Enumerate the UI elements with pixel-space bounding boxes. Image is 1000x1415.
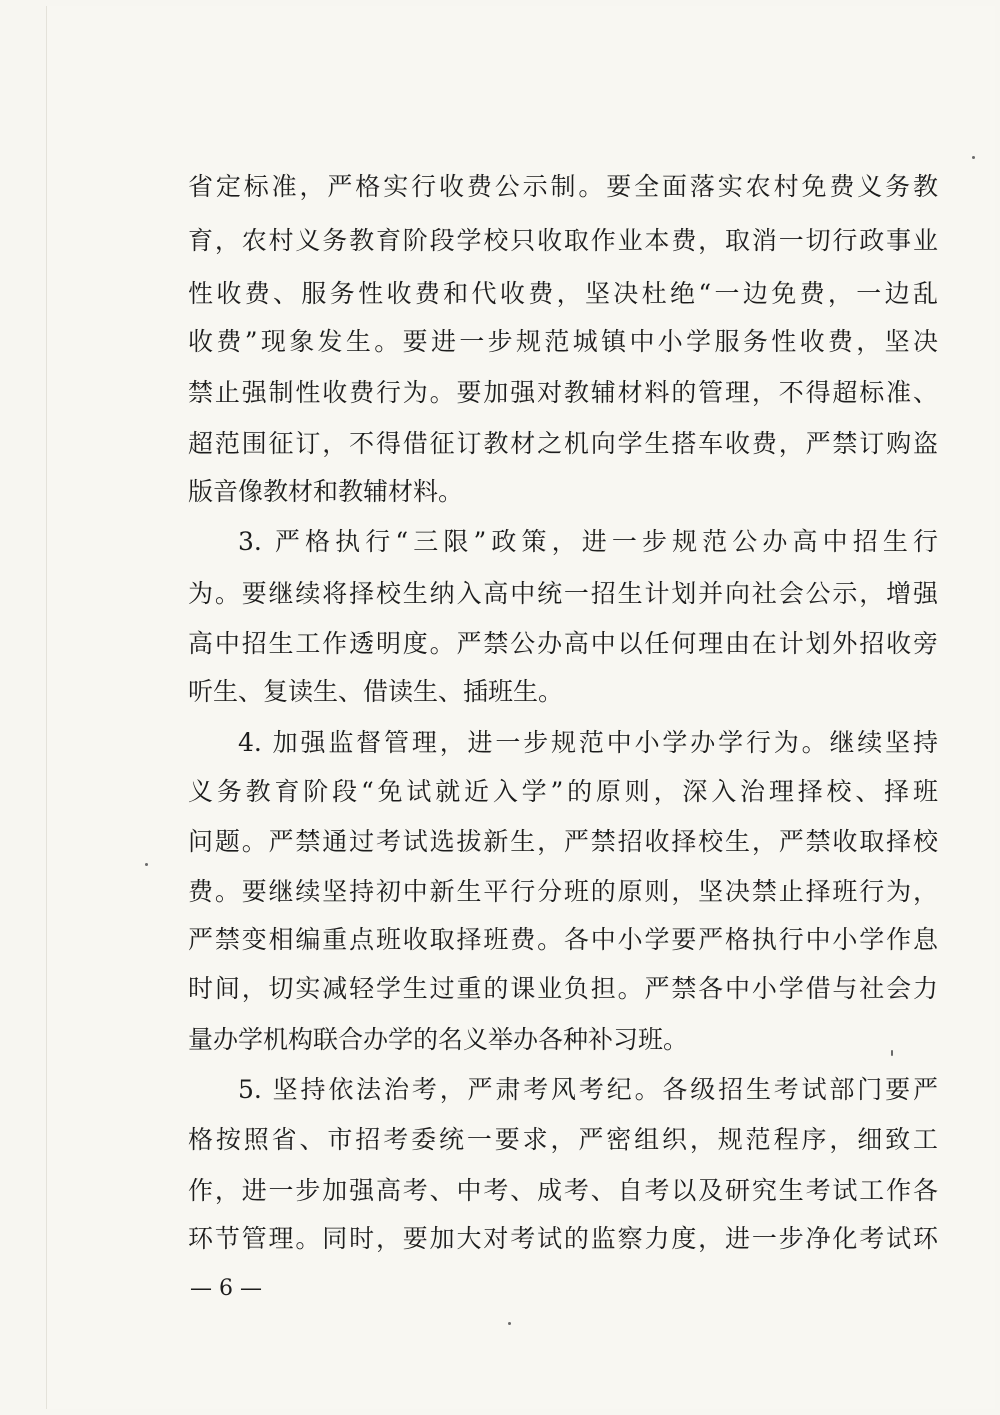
- text-line-6: 超范围征订，不得借征订教材之机向学生搭车收费，严禁订购盗: [188, 429, 938, 458]
- page-number: — 6 —: [190, 1276, 262, 1301]
- text-line-4: 收费”现象发生。要进一步规范城镇中小学服务性收费，坚决: [188, 327, 938, 356]
- text-line-22: 环节管理。同时，要加大对考试的监察力度，进一步净化考试环: [188, 1224, 938, 1253]
- text-line-14: 问题。严禁通过考试选拔新生，严禁招收择校生，严禁收取择校: [188, 827, 938, 856]
- scan-speck: [145, 863, 148, 866]
- text-line-7: 版音像教材和教辅材料。: [188, 477, 464, 506]
- scan-speck: [891, 1050, 893, 1056]
- text-line-3: 性收费、服务性收费和代收费，坚决杜绝“一边免费，一边乱: [188, 279, 938, 308]
- text-line-12: 4. 加强监督管理，进一步规范中小学办学行为。继续坚持: [238, 728, 938, 757]
- text-line-15: 费。要继续坚持初中新生平行分班的原则，坚决禁止择班行为，: [188, 877, 938, 906]
- text-line-21: 作，进一步加强高考、中考、成考、自考以及研究生考试工作各: [188, 1176, 938, 1205]
- text-line-19: 5. 坚持依法治考，严肃考风考纪。各级招生考试部门要严: [238, 1075, 938, 1104]
- text-line-8: 3. 严格执行“三限”政策，进一步规范公办高中招生行: [238, 527, 938, 556]
- text-line-1: 省定标准，严格实行收费公示制。要全面落实农村免费义务教: [188, 172, 938, 201]
- text-line-9: 为。要继续将择校生纳入高中统一招生计划并向社会公示，增强: [188, 579, 938, 608]
- text-line-20: 格按照省、市招考委统一要求，严密组织，规范程序，细致工: [188, 1125, 938, 1154]
- text-line-10: 高中招生工作透明度。严禁公办高中以任何理由在计划外招收旁: [188, 629, 938, 658]
- text-line-16: 严禁变相编重点班收取择班费。各中小学要严格执行中小学作息: [188, 925, 938, 954]
- text-line-11: 听生、复读生、借读生、插班生。: [188, 677, 564, 706]
- text-line-17: 时间，切实减轻学生过重的课业负担。严禁各中小学借与社会力: [188, 974, 938, 1003]
- text-line-18: 量办学机构联合办学的名义举办各种补习班。: [188, 1025, 689, 1054]
- scan-speck: [972, 156, 975, 159]
- text-line-5: 禁止强制性收费行为。要加强对教辅材料的管理，不得超标准、: [188, 378, 938, 407]
- text-line-2: 育，农村义务教育阶段学校只收取作业本费，取消一切行政事业: [188, 226, 938, 255]
- scan-speck: [508, 1322, 511, 1325]
- text-line-13: 义务教育阶段“免试就近入学”的原则，深入治理择校、择班: [188, 777, 938, 806]
